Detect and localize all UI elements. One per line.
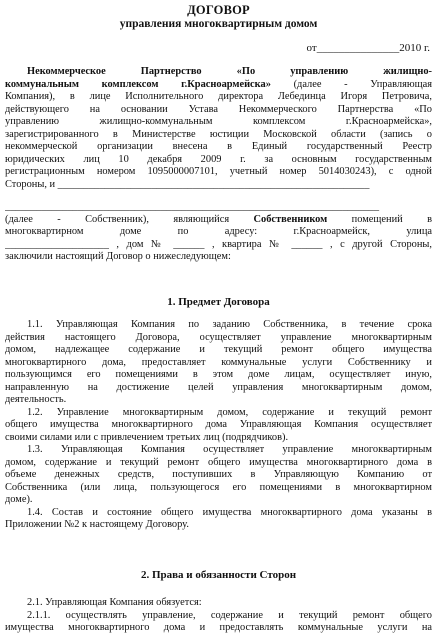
section-1-body (5, 319, 432, 532)
clause-line: многоквартирного дома, предоставляет коммунальные услуги Собственнику и (5, 356, 432, 368)
clause-line: 2.1.1. осуществлять управление, содержание и текущий ремонт общего (27, 609, 432, 621)
clause-line: действия настоящего Договора, осуществляет управление многоквартирным (5, 331, 432, 343)
section-1-heading: 1. Предмет Договора (167, 296, 270, 308)
clause-line: объеме денежных средств, поступивших в Управляющую Компанию от (5, 469, 432, 480)
clause-line: имущества многоквартирного дома и предоставлять коммунальные услуги на (5, 622, 432, 633)
date-line (307, 42, 430, 54)
preamble-line: юридических лиц 10 декабря 2009 г. за основным государственным (5, 153, 432, 165)
owner-line: многоквартирном доме по адресу: г.Красноармейск, улица (5, 226, 432, 237)
preamble-line: действующего на основании Устава Некоммерческого Партнерства «По (5, 103, 432, 115)
owner-paragraph (5, 201, 432, 264)
date-blank: _______________ (316, 42, 400, 54)
clause-line: 1.3. Управляющая Компания осуществляет управление многоквартирным (27, 444, 432, 455)
date-prefix: от (306, 42, 317, 54)
preamble-line: управлению жилищно-коммунальным комплексом г.Красноармейска», (5, 116, 432, 127)
clause-line: доме). (5, 494, 33, 505)
clause-line: общего имущества многоквартирного дома Управляющая Компания осуществляет (5, 419, 432, 430)
section-2-heading: 2. Права и обязанности Сторон (140, 569, 297, 581)
clause-line: 1.1. Управляющая Компания по заданию Собственника, в течение срока (27, 319, 432, 330)
owner-line: (далее - Собственник), являющийся Собственником помещений в (5, 213, 432, 225)
preamble-line: зарегистрированного в Министерстве юстиции Московской области (запись о (5, 128, 432, 140)
owner-line: заключили настоящий Договор о нижеследующем: (5, 251, 231, 262)
document-title: ДОГОВОР (187, 3, 250, 17)
preamble-line: Стороны, и ____________________________________________________________ (5, 178, 370, 190)
clause-line: деятельность. (5, 394, 67, 405)
owner-blank-line: ________________________________________________________________________ (5, 201, 380, 212)
preamble-paragraph (5, 66, 432, 191)
clause-line: своими силами или с привлечением третьих лиц (подрядчиков). (5, 431, 289, 443)
clause-line: домом, содержание и текущий ремонт общего имущества многоквартирного дома в (5, 456, 432, 468)
document-subtitle: управления многоквартирным домом (119, 18, 318, 30)
section-2-body (5, 597, 432, 635)
preamble-line: Компания), в лице Исполнительного директора Лебединца Игоря Петровича, (5, 91, 432, 102)
preamble-line: коммунальным комплексом г.Красноармейска» (далее - Управляющая (5, 78, 432, 90)
clause-line: Приложении №2 к настоящему Договору. (5, 519, 189, 530)
date-suffix: 2010 г. (399, 42, 430, 54)
preamble-line: Некоммерческое Партнерство «По управлению жилищно- (27, 66, 432, 77)
clause-line: 1.2. Управление многоквартирным домом, содержание и текущий ремонт (27, 406, 432, 418)
preamble-line: некоммерческой организации внесена в Единый государственный Реестр (5, 141, 432, 152)
clause-line: 2.1. Управляющая Компания обязуется: (27, 597, 202, 608)
owner-line: ____________________ , дом № ______ , квартира № ______ , с другой Стороны, (5, 238, 432, 250)
clause-line: пользующимся его помещениями в этом доме лицам, осуществляет иную, (5, 369, 432, 380)
preamble-line: регистрационным номером 1095000007101, учетный номер 5014030243), с одной (5, 166, 432, 177)
clause-line: Собственника (или лица, пользующегося его помещениями в многоквартирном (5, 481, 432, 493)
clause-line: направленную на достижение целей управления многоквартирным домом, (5, 381, 432, 393)
clause-line: 1.4. Состав и состояние общего имущества многоквартирного дома указаны в (27, 506, 432, 518)
clause-line: домом, надлежащее содержание и текущий ремонт общего имущества (5, 344, 432, 355)
